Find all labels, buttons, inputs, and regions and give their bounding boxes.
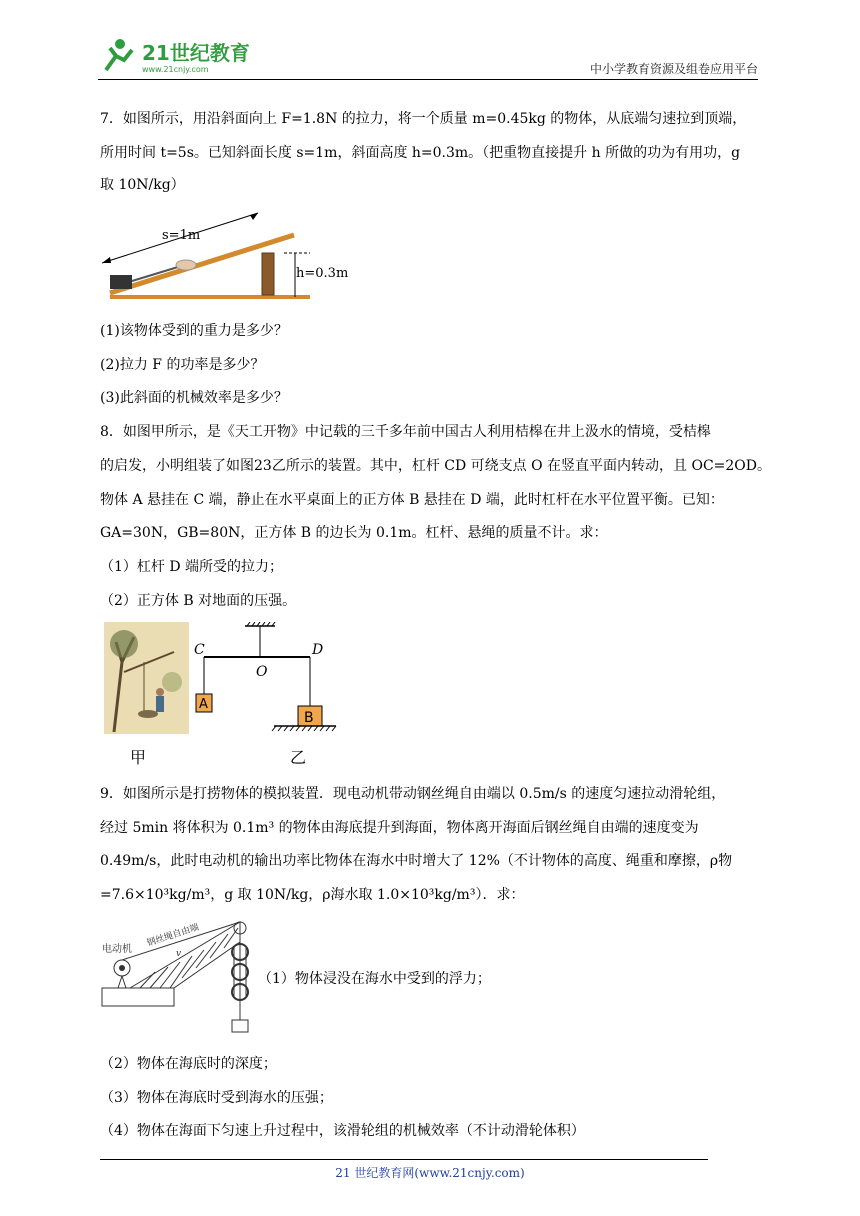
platform-name: 中小学教育资源及组卷应用平台	[589, 62, 758, 76]
page-header	[98, 34, 758, 82]
q7-sub1: (1)该物体受到的重力是多少？	[100, 323, 288, 339]
q7-line2: 所用时间 t=5s。已知斜面长度 s=1m，斜面高度 h=0.3m。（把重物直接提升 h 所做的功为有用功，g	[100, 145, 741, 161]
q9-sub4: （4）物体在海面下匀速上升过程中，该滑轮组的机械效率（不计动滑轮体积）	[100, 1123, 585, 1139]
footer-divider	[100, 1159, 708, 1160]
q7-line1: 7．如图所示，用沿斜面向上 F=1.8N 的拉力，将一个质量 m=0.45kg 的物体，从底端匀速拉到顶端，	[100, 111, 747, 127]
q9-line4: =7.6×10³kg/m³，g 取 10N/kg，ρ海水取 1.0×10³kg/m³）．求：	[100, 887, 525, 903]
q7-sub3: (3)此斜面的机械效率是多少？	[100, 390, 288, 406]
label-o: O	[256, 664, 268, 680]
caption-yi: 乙	[290, 748, 307, 767]
q8-line1: 8．如图甲所示，是《天工开物》中记载的三千多年前中国古人利用桔槔在井上汲水的情境，受桔槔	[100, 424, 711, 440]
logo-text: 21世纪教育	[142, 41, 250, 65]
label-motor: 电动机	[102, 944, 132, 955]
incline-figure	[98, 205, 348, 305]
crane-figure	[100, 912, 260, 1040]
q9-line3: 0.49m/s，此时电动机的输出功率比物体在海水中时增大了 12%（不计物体的高度、绳重和摩擦，ρ物	[100, 853, 733, 869]
label-v: v	[176, 949, 182, 959]
fig-h-label: h=0.3m	[296, 266, 348, 281]
q9-sub3: （3）物体在海底时受到海水的压强；	[100, 1090, 333, 1106]
fig-s-label: s=1m	[162, 228, 201, 243]
q9-sub2: （2）物体在海底时的深度；	[100, 1056, 277, 1072]
caption-jia: 甲	[130, 748, 147, 767]
q7-line3: 取 10N/kg）	[100, 177, 185, 193]
q8-line3: 物体 A 悬挂在 C 端，静止在水平桌面上的正方体 B 悬挂在 D 端，此时杠杆在水平位置平衡。已知：	[100, 492, 724, 508]
q9-line1: 9．如图所示是打捞物体的模拟装置．现电动机带动钢丝绳自由端以 0.5m/s 的速度匀速拉动滑轮组，	[100, 786, 726, 802]
q8-sub1: （1）杠杆 D 端所受的拉力；	[100, 559, 284, 575]
q8-line4: GA=30N，GB=80N，正方体 B 的边长为 0.1m。杠杆、悬绳的质量不计。求：	[100, 525, 608, 541]
q8-sub2: （2）正方体 B 对地面的压强。	[100, 593, 297, 609]
footer-text: 21 世纪教育网(www.21cnjy.com)	[335, 1166, 525, 1180]
logo-url: www.21cnjy.com	[142, 65, 209, 74]
q9-sub1: （1）物体浸没在海水中受到的浮力；	[258, 971, 491, 987]
lever-figure	[190, 622, 340, 737]
header-divider	[98, 79, 758, 80]
label-c: C	[194, 642, 205, 658]
site-logo	[98, 36, 258, 76]
q7-sub2: (2)拉力 F 的功率是多少？	[100, 357, 265, 373]
label-d: D	[312, 642, 324, 658]
label-rope: 钢丝绳自由端	[145, 922, 201, 949]
well-sweep-image	[104, 622, 189, 734]
label-b: B	[304, 710, 314, 726]
q8-line2: 的启发，小明组装了如图23乙所示的装置。其中，杠杆 CD 可绕支点 O 在竖直平面内转动，且 OC=2OD。	[100, 458, 772, 474]
q9-line2: 经过 5min 将体积为 0.1m³ 的物体由海底提升到海面，物体离开海面后钢丝绳自由端的速度变为	[100, 820, 699, 836]
label-a: A	[199, 697, 208, 712]
